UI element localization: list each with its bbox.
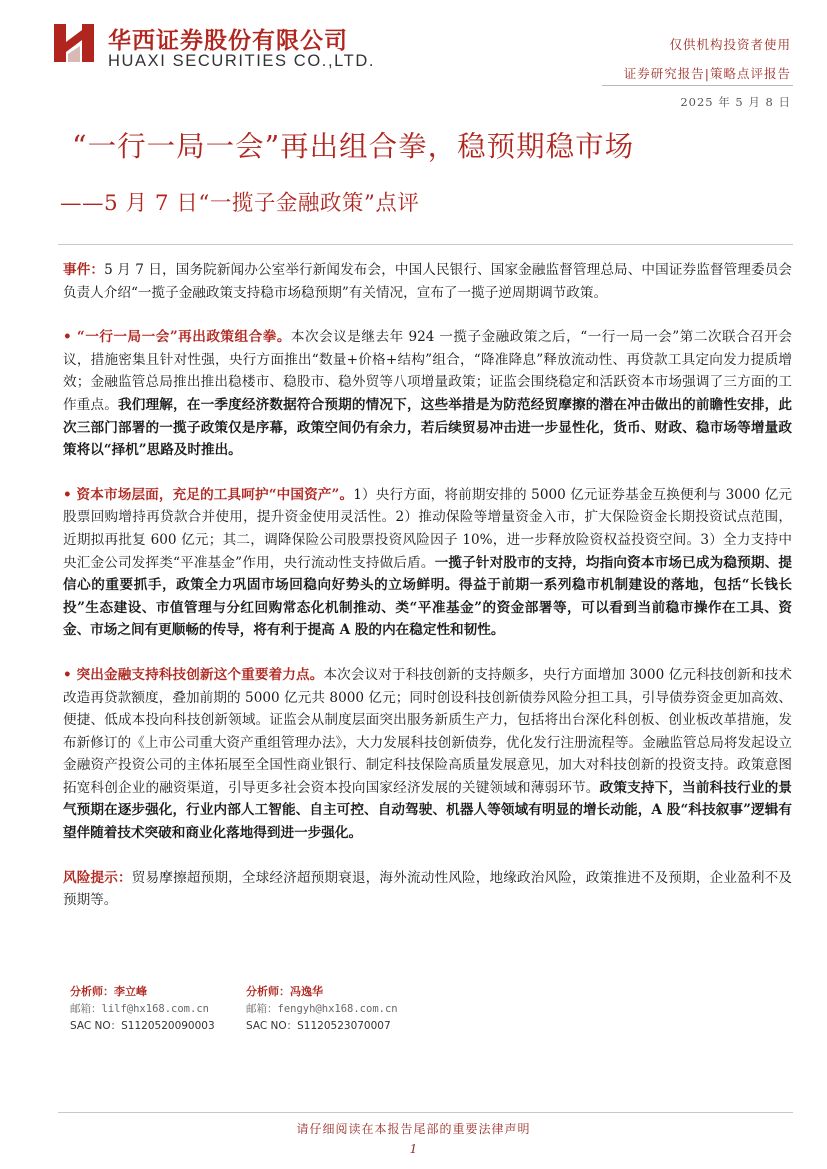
section1-heading: • “一行一局一会”再出政策组合拳。: [63, 329, 291, 346]
analyst-name: 分析师：李立峰: [70, 985, 147, 998]
analyst-sac: SAC NO：S1120523070007: [246, 1020, 391, 1032]
report-title: “一行一局一会”再出组合拳，稳预期稳市场: [72, 130, 635, 163]
footer-divider: [58, 1112, 793, 1113]
analyst-email[interactable]: 邮箱：lilf@hx168.com.cn: [70, 1002, 209, 1015]
report-type-tag: 证券研究报告|策略点评报告: [623, 66, 791, 81]
huaxi-logo-icon: [52, 22, 98, 64]
section-policy-combo: [63, 326, 792, 462]
section2-bold: 一揽子针对股市的支持，均指向资本市场已成为稳预期、提信心的重要抓手，政策全力巩固市场回稳向好势头的立场鲜明。得益于前期一系列稳市机制建设的落地，包括“长钱长投”生态建设、市值管理与分红回购常态化机制推动、类“平准基金”的资金部署等，可以看到当前稳市操作在工具、资金、市场之间有更顺畅的传导，将有利于提高 A 股的内在稳定性和韧性。: [63, 554, 793, 639]
report-body: [63, 259, 792, 912]
section-tech-innovation: [63, 664, 792, 845]
analyst-card: [70, 983, 215, 1036]
event-text: 5 月 7 日，国务院新闻办公室举行新闻发布会，中国人民银行、国家金融监督管理总局、中国证券监督管理委员会负责人介绍“一揽子金融政策支持稳市场稳预期”有关情况，宣布了一揽子逆周期调节政策。: [63, 262, 792, 301]
analyst-sac: SAC NO：S1120520090003: [70, 1020, 215, 1032]
report-date: 2025 年 5 月 8 日: [680, 95, 791, 109]
page-number: 1: [409, 1142, 418, 1156]
legal-disclaimer: 请仔细阅读在本报告尾部的重要法律声明: [296, 1122, 531, 1136]
section-capital-market: [63, 484, 792, 642]
analyst-email[interactable]: 邮箱：fengyh@hx168.com.cn: [246, 1002, 398, 1015]
section3-text: 本次会议对于科技创新的支持颇多，央行方面增加 3000 亿元科技创新和技术改造再贷款额度，叠加前期的 5000 亿元共 8000 亿元；同时创设科技创新债券风险分担工具，引导债券资金更加高效、便捷、低成本投向科技创新领域。证监会从制度层面突出服务新质生产力，包括将出台深化科创板、创业板改革措施，发布新修订的《上市公司重大资产重组管理办法》，大力发展科技创新债券，优化发行注册流程等。金融监管总局将发起设立金融资产投资公司的主体拓展至全国性商业银行、制定科技保险高质量发展意见，加大对科技创新的投资支持。政策意图拓宽科创企业的融资渠道，引导更多社会资本投向国家经济发展的关键领域和薄弱环节。: [63, 666, 792, 796]
risk-paragraph: [63, 867, 792, 912]
risk-label: 风险提示：: [63, 869, 132, 886]
section1-bold: 我们理解，在一季度经济数据符合预期的情况下，这些举措是为防范经贸摩擦的潜在冲击做出的前瞻性安排，此次三部门部署的一揽子政策仅是序幕，政策空间仍有余力，若后续贸易冲击进一步显性化，货币、财政、稳市场等增量政策将以“择机”思路及时推出。: [63, 396, 792, 459]
analyst-name: 分析师：冯逸华: [246, 985, 323, 998]
report-subtitle: ——5 月 7 日“一揽子金融政策”点评: [60, 191, 420, 216]
audience-tag: 仅供机构投资者使用: [669, 37, 791, 52]
title-divider: [58, 244, 793, 245]
header-divider: [602, 85, 793, 86]
brand-name-cn: 华西证券股份有限公司: [108, 28, 348, 54]
section2-text: 1）央行方面，将前期安排的 5000 亿元证券基金互换便利与 3000 亿元股票回购增持再贷款合并使用，提升资金使用灵活性。2）推动保险等增量资金入市，扩大保险资金长期投资试点范围，近期拟再批复 600 亿元；其二，调降保险公司股票投资风险因子 10%，进一步释放险资权益投资空间。3）全力支持中央汇金公司发挥类“平准基金”作用，央行流动性支持做后盾。: [63, 486, 793, 571]
section3-bold: 政策支持下，当前科技行业的景气预期在逐步强化，行业内部人工智能、自主可控、自动驾驶、机器人等领域有明显的增长动能，A 股“科技叙事”逻辑有望伴随着技术突破和商业化落地得到进一步强化。: [63, 779, 793, 842]
risk-text: 贸易摩擦超预期，全球经济超预期衰退，海外流动性风险，地缘政治风险，政策推进不及预期，企业盈利不及预期等。: [63, 869, 793, 909]
analyst-block: [70, 983, 430, 1043]
section1-text: 本次会议是继去年 924 一揽子金融政策之后，“一行一局一会”第二次联合召开会议，措施密集且针对性强，央行方面推出“数量+价格+结构”组合，“降准降息”释放流动性、再贷款工具定向发力提质增效；金融监管总局推出推出稳楼市、稳股市、稳外贸等八项增量政策；证监会围绕稳定和活跃资本市场强调了三方面的工作重点。: [63, 329, 792, 413]
analyst-card: [246, 983, 398, 1036]
event-paragraph: [63, 259, 792, 304]
section3-heading: • 突出金融支持科技创新这个重要着力点。: [63, 666, 324, 683]
section2-heading: • 资本市场层面，充足的工具呵护“中国资产”。: [63, 486, 354, 503]
event-label: 事件：: [63, 262, 105, 278]
brand-name-en: HUAXI SECURITIES CO.,LTD.: [108, 52, 376, 70]
